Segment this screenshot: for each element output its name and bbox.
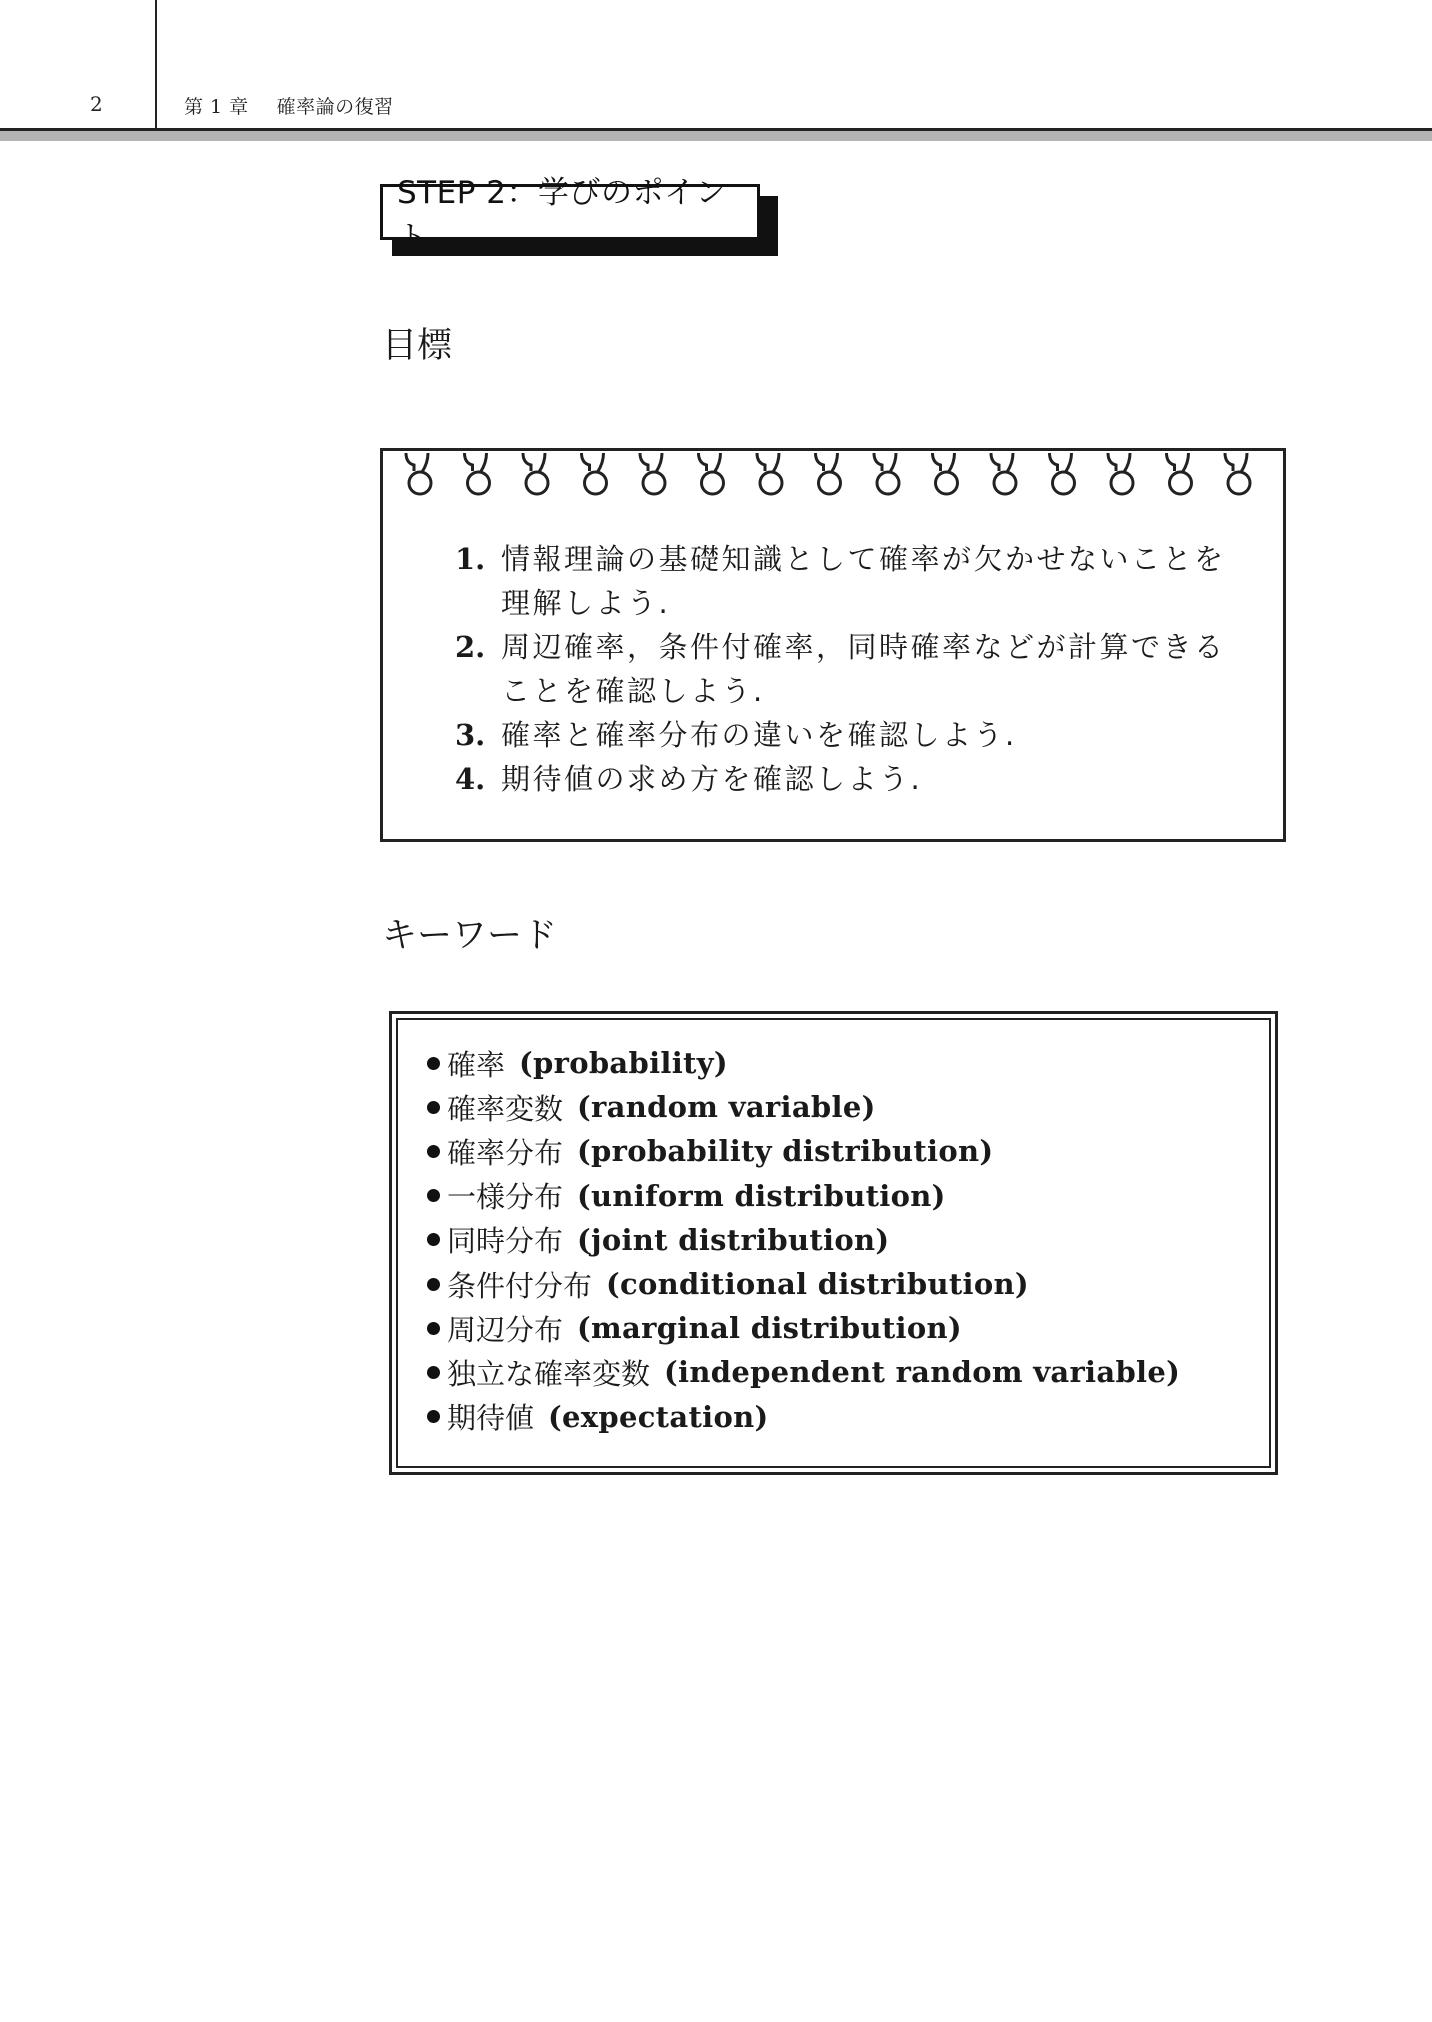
goal-number: 4. <box>455 762 486 796</box>
binding-ring-icon <box>406 453 431 494</box>
chapter-number: 第 1 章 <box>184 96 249 118</box>
keyword-japanese: 周辺分布 <box>447 1312 564 1347</box>
page-number: 2 <box>90 92 103 116</box>
binding-ring-icon <box>1225 453 1250 494</box>
keyword-japanese: 一様分布 <box>447 1180 564 1215</box>
binding-ring-icon <box>1167 453 1192 494</box>
bullet-icon <box>427 1101 440 1114</box>
keyword-item <box>427 1218 1180 1262</box>
step-title-box <box>380 175 760 256</box>
bullet-icon <box>427 1322 440 1335</box>
keyword-japanese: 確率 <box>447 1047 506 1082</box>
keyword-japanese: 期待値 <box>447 1401 535 1436</box>
binding-ring-icon <box>933 453 958 494</box>
spiral-binding-icon <box>383 451 1283 499</box>
bullet-icon <box>427 1366 440 1379</box>
keyword-english: (independent random variable) <box>664 1355 1181 1390</box>
goal-number: 1. <box>455 542 486 576</box>
goals-heading: 目標 <box>382 326 453 366</box>
goal-text: 確率と確率分布の違いを確認しよう. <box>501 718 1017 752</box>
keyword-item <box>427 1041 1180 1085</box>
keyword-item <box>427 1129 1180 1173</box>
goal-item <box>455 713 1255 757</box>
goals-notepad-box <box>380 448 1286 842</box>
keyword-english: (uniform distribution) <box>577 1178 946 1213</box>
chapter-title: 確率論の復習 <box>276 96 394 118</box>
keywords-list <box>427 1041 1180 1439</box>
binding-ring-icon <box>523 453 548 494</box>
binding-ring-icon <box>1108 453 1133 494</box>
keyword-english: (joint distribution) <box>577 1222 890 1257</box>
goal-item <box>455 757 1255 801</box>
running-header <box>184 92 394 119</box>
header-divider <box>155 0 157 129</box>
goal-text: 期待値の求め方を確認しよう. <box>501 762 923 796</box>
step-title: STEP 2：学びのポイント <box>397 175 727 256</box>
bullet-icon <box>427 1189 440 1202</box>
keyword-japanese: 条件付分布 <box>447 1268 593 1303</box>
keyword-english: (expectation) <box>548 1399 769 1434</box>
keyword-japanese: 確率変数 <box>447 1091 564 1126</box>
binding-ring-icon <box>640 453 665 494</box>
binding-ring-icon <box>874 453 899 494</box>
keyword-english: (probability) <box>519 1046 728 1081</box>
keyword-item <box>427 1174 1180 1218</box>
bullet-icon <box>427 1057 440 1070</box>
keyword-japanese: 独立な確率変数 <box>447 1356 651 1391</box>
goal-number: 3. <box>455 718 486 752</box>
keyword-english: (marginal distribution) <box>577 1311 962 1346</box>
binding-ring-icon <box>465 453 490 494</box>
bullet-icon <box>427 1145 440 1158</box>
goal-text: 周辺確率，条件付確率，同時確率などが計算できることを確認しよう. <box>501 630 1226 708</box>
keyword-english: (conditional distribution) <box>606 1267 1029 1302</box>
binding-ring-icon <box>582 453 607 494</box>
bullet-icon <box>427 1410 440 1423</box>
binding-ring-icon <box>757 453 782 494</box>
goal-text: 情報理論の基礎知識として確率が欠かせないことを理解しよう. <box>501 542 1226 620</box>
goal-item <box>455 537 1255 625</box>
goal-item <box>455 625 1255 713</box>
bullet-icon <box>427 1278 440 1291</box>
keyword-item <box>427 1262 1180 1306</box>
keyword-english: (random variable) <box>577 1090 876 1125</box>
binding-ring-icon <box>991 453 1016 494</box>
keyword-item <box>427 1306 1180 1350</box>
header-rule-shade <box>0 131 1432 141</box>
keywords-heading: キーワード <box>382 916 558 956</box>
binding-ring-icon <box>816 453 841 494</box>
bullet-icon <box>427 1233 440 1246</box>
keyword-japanese: 同時分布 <box>447 1224 564 1259</box>
keyword-item <box>427 1350 1180 1394</box>
keyword-japanese: 確率分布 <box>447 1135 564 1170</box>
binding-ring-icon <box>699 453 724 494</box>
keyword-english: (probability distribution) <box>577 1134 994 1169</box>
goal-number: 2. <box>455 630 486 664</box>
keyword-item <box>427 1395 1180 1439</box>
goals-list <box>455 537 1255 801</box>
keyword-item <box>427 1085 1180 1129</box>
binding-ring-icon <box>1050 453 1075 494</box>
